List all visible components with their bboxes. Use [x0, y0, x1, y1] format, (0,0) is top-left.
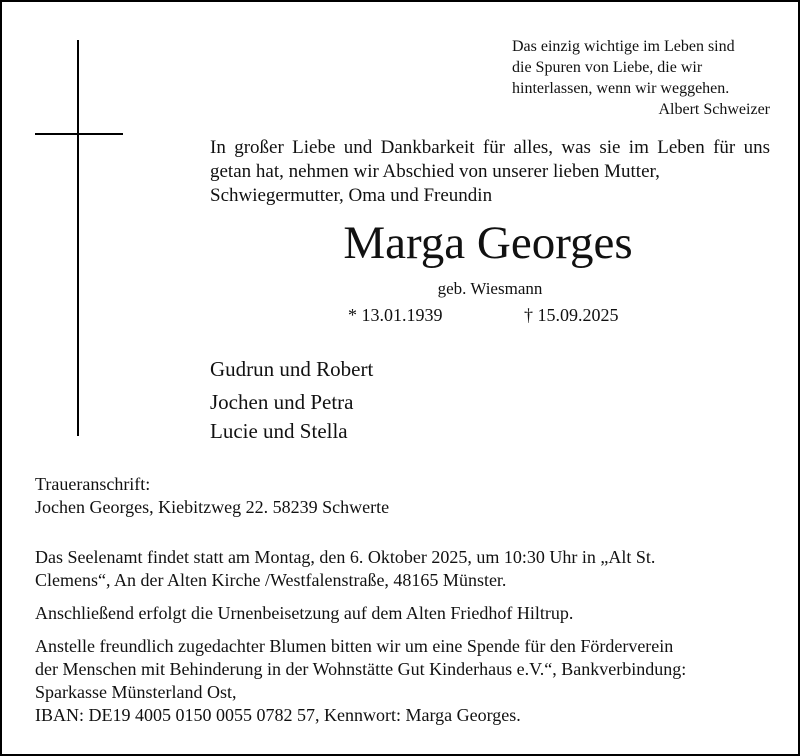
mourner-entry: Jochen und Petra [210, 390, 354, 414]
quote-line: hinterlassen, wenn wir weggehen. [512, 80, 730, 97]
cross-vertical-bar [77, 40, 79, 436]
burial-text: Anschließend erfolgt die Urnenbeisetzung auf dem Alten Friedhof Hiltrup. [35, 603, 574, 623]
quote-line: die Spuren von Liebe, die wir [512, 59, 703, 76]
requiem-line: Das Seelenamt findet statt am Montag, den 6. Oktober 2025, um 10:30 Uhr in „Alt St. [35, 547, 656, 567]
address-line: Jochen Georges, Kiebitzweg 22. 58239 Schwerte [35, 497, 390, 517]
quote-author: Albert Schweizer [658, 101, 770, 118]
birth-date: * 13.01.1939 [348, 305, 443, 325]
iban-line: IBAN: DE19 4005 0150 0055 0782 57, Kennwort: Marga Georges. [35, 705, 521, 725]
burial-paragraph [35, 602, 769, 625]
donation-line: Anstelle freundlich zugedachter Blumen bitten wir um eine Spende für den Förderverein [35, 636, 674, 656]
mourning-address [35, 473, 389, 519]
quote-line: Das einzig wichtige im Leben sind [512, 38, 735, 55]
mourner-entry: Lucie und Stella [210, 419, 348, 443]
cross-horizontal-bar [35, 133, 123, 135]
mourners-list [210, 355, 373, 446]
donation-line: Sparkasse Münsterland Ost, [35, 682, 237, 702]
requiem-paragraph [35, 546, 769, 592]
service-information [35, 546, 769, 727]
death-date: † 15.09.2025 [524, 305, 619, 325]
intro-last-line: Schwiegermutter, Oma und Freundin [210, 185, 493, 206]
requiem-line: Clemens“, An der Alten Kirche /Westfalenstraße, 48165 Münster. [35, 570, 507, 590]
epigraph-quote [512, 36, 774, 120]
mourner-entry: Gudrun und Robert [210, 357, 374, 381]
donation-paragraph [35, 635, 769, 727]
intro-paragraph [210, 136, 770, 208]
donation-line: der Menschen mit Behinderung in der Wohnstätte Gut Kinderhaus e.V.“, Bankverbindung: [35, 659, 687, 679]
intro-text: In großer Liebe und Dankbarkeit für alles, was sie im Leben für uns getan hat, nehmen wir Abschied von unserer lieben Mutter, [210, 137, 770, 182]
deceased-name: Marga Georges [343, 217, 633, 269]
address-label: Traueranschrift: [35, 474, 151, 494]
maiden-name: geb. Wiesmann [437, 279, 543, 298]
